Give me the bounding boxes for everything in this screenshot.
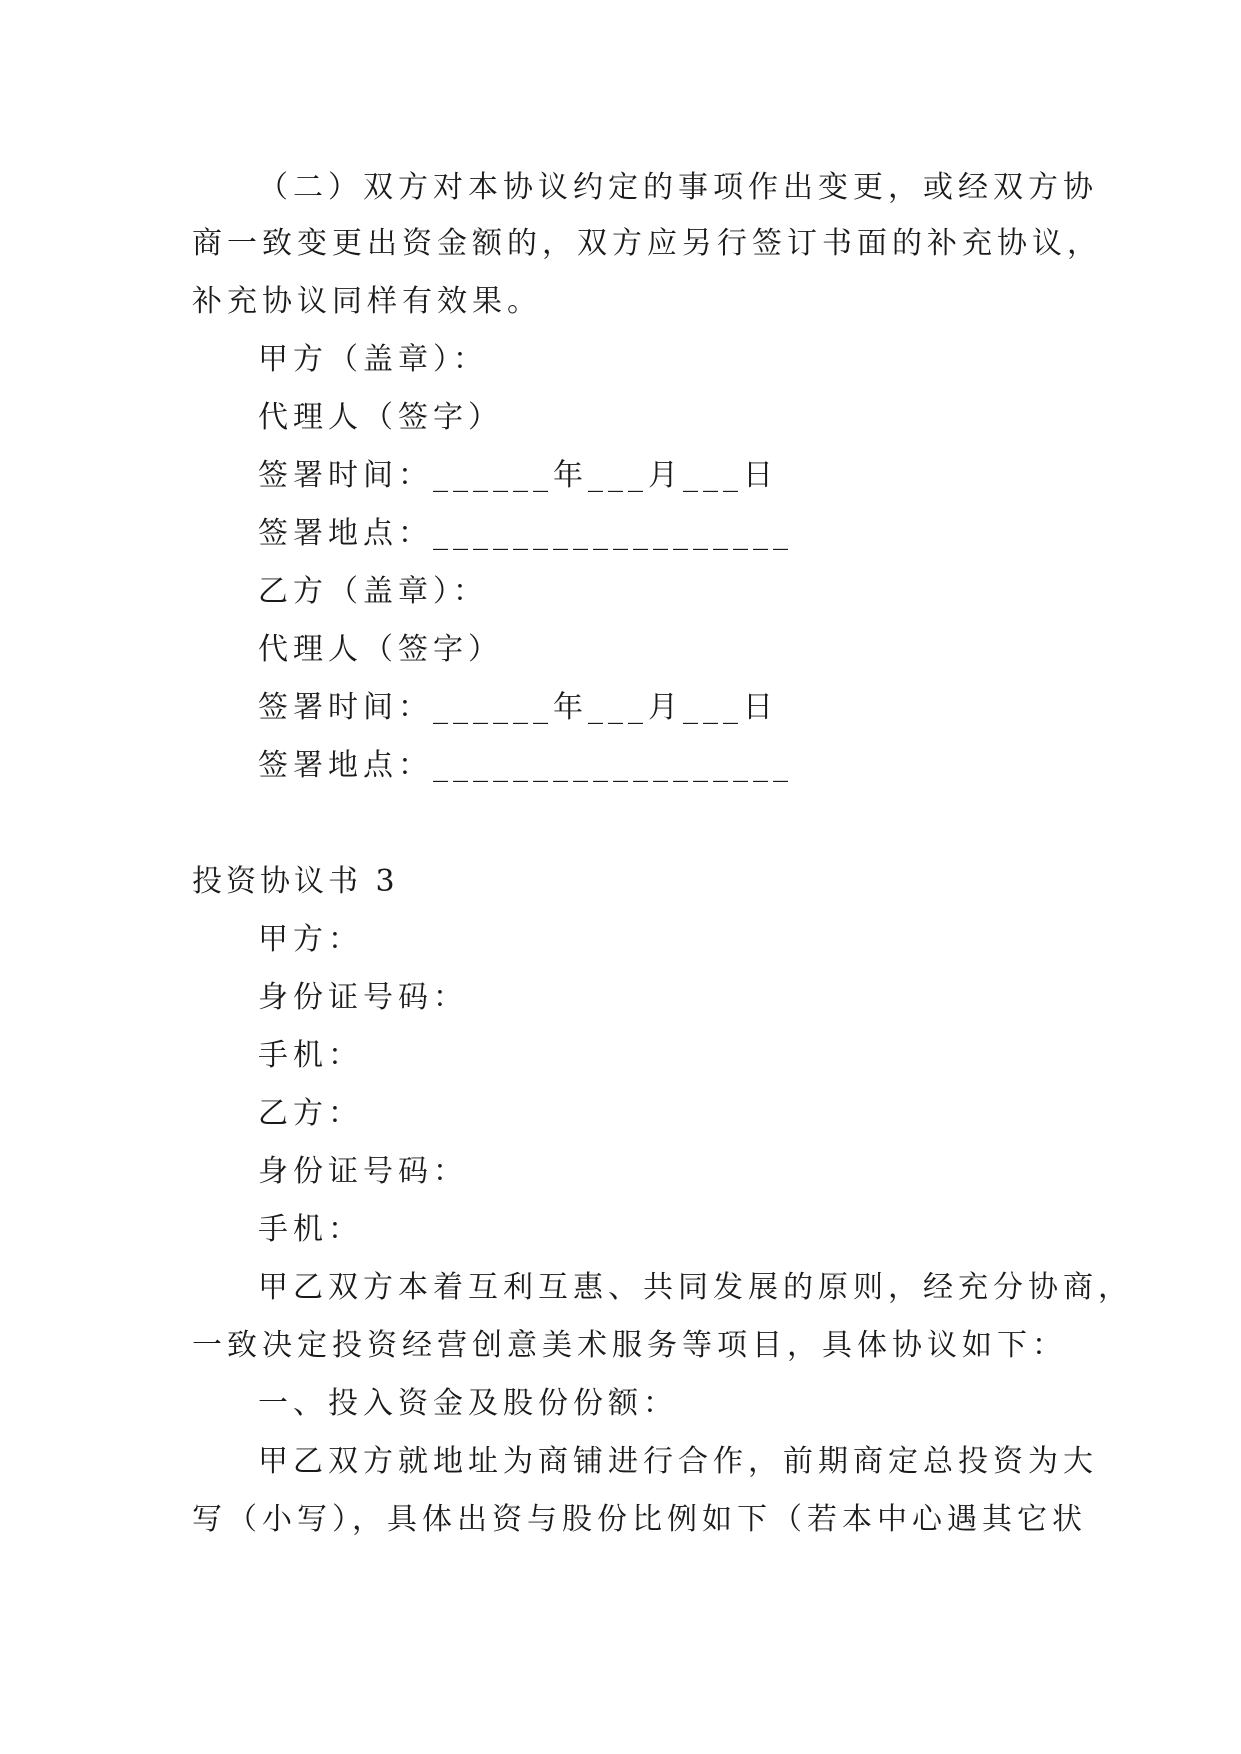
phone-label: 手机： — [258, 1212, 363, 1247]
party-b-seal-label: 乙方（盖章）： — [258, 574, 488, 609]
party-a-label: 甲方： — [258, 922, 363, 957]
party-a-seal-label: 甲方（盖章）： — [258, 342, 488, 377]
paragraph-line: 写（小写），具体出资与股份比例如下（若本中心遇其它状 — [192, 1502, 1087, 1537]
clause-heading: 一、投入资金及股份份额： — [258, 1386, 678, 1421]
signing-date-field: 签署时间：______年___月___日 — [258, 690, 778, 725]
section-title: 投资协议书 3 — [192, 864, 399, 899]
agent-signature-label: 代理人（签字） — [258, 632, 503, 667]
party-b-label: 乙方： — [258, 1096, 363, 1131]
paragraph-line: 甲乙双方就地址为商铺进行合作，前期商定总投资为大 — [258, 1444, 1098, 1479]
paragraph-line: 一致决定投资经营创意美术服务等项目，具体协议如下： — [192, 1328, 1067, 1363]
id-number-label: 身份证号码： — [258, 1154, 468, 1189]
signing-place-field: 签署地点：__________________ — [258, 516, 793, 551]
paragraph-line: 甲乙双方本着互利互惠、共同发展的原则，经充分协商， — [258, 1270, 1133, 1305]
paragraph-line: 商一致变更出资金额的，双方应另行签订书面的补充协议， — [192, 226, 1102, 261]
paragraph-line: 补充协议同样有效果。 — [192, 284, 542, 319]
paragraph-line: （二）双方对本协议约定的事项作出变更，或经双方协 — [258, 170, 1098, 205]
id-number-label: 身份证号码： — [258, 980, 468, 1015]
agent-signature-label: 代理人（签字） — [258, 400, 503, 435]
signing-place-field: 签署地点：__________________ — [258, 748, 793, 783]
signing-date-field: 签署时间：______年___月___日 — [258, 458, 778, 493]
phone-label: 手机： — [258, 1038, 363, 1073]
